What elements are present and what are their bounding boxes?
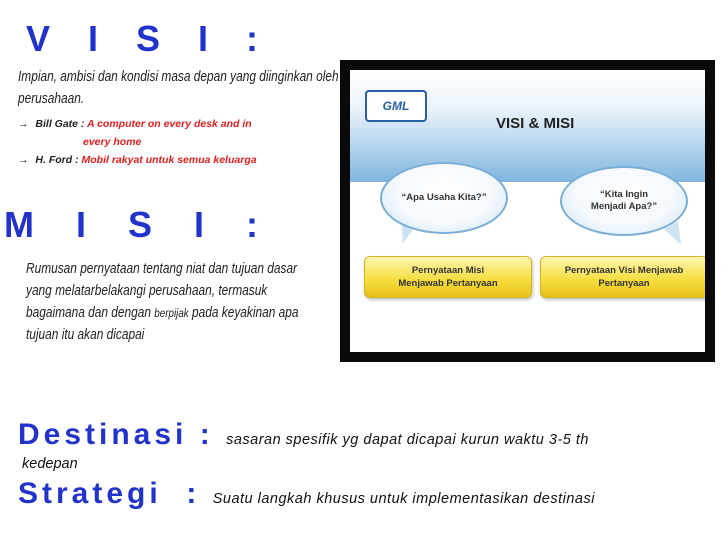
visi-heading: V I S I : xyxy=(26,18,273,59)
quote-bill-gate-continued xyxy=(83,136,141,148)
destinasi-description-continued: kedepan xyxy=(22,456,78,472)
speech-bubble-vision xyxy=(560,166,688,236)
arrow-right-icon: → xyxy=(18,154,29,166)
statement-text: Pernyataan Visi Menjawab Pertanyaan xyxy=(564,265,684,289)
quote-text: Mobil rakyat untuk semua keluarga xyxy=(81,154,257,166)
speech-bubble-text: “Apa Usaha Kita?” xyxy=(401,192,487,203)
strategi-row xyxy=(18,477,595,511)
visi-description: Impian, ambisi dan kondisi masa depan yang diinginkan oleh perusahaan. xyxy=(18,69,339,107)
quote-text: A computer on every desk and in xyxy=(86,118,252,130)
quote-author: H. Ford xyxy=(35,154,73,166)
destinasi-description: sasaran spesifik yg dapat dicapai kurun waktu 3-5 th xyxy=(226,432,589,448)
strategi-description: Suatu langkah khusus untuk implementasikan destinasi xyxy=(212,491,595,507)
speech-bubble-mission xyxy=(380,162,508,234)
misi-description xyxy=(26,258,321,346)
gml-logo: GML xyxy=(365,90,427,122)
speech-bubble-text: “Kita Ingin Menjadi Apa?” xyxy=(590,189,658,212)
statement-vision xyxy=(540,256,705,298)
misi-description-part2: pada keyakinan apa tujuan itu akan dicapai xyxy=(26,305,299,343)
misi-description-part1: Rumusan pernyataan tentang niat dan tujuan dasar yang melatarbelakangi perusahaan, termasuk bagaimana dan dengan xyxy=(26,261,298,321)
statement-mission xyxy=(364,256,532,298)
misi-description-small: berpijak xyxy=(154,306,189,320)
quote-h-ford xyxy=(18,154,257,166)
strategi-label: Strategi : xyxy=(18,477,201,510)
quote-bill-gate xyxy=(18,118,252,130)
arrow-right-icon: → xyxy=(18,118,29,130)
slide-image-frame xyxy=(340,60,715,362)
destinasi-row xyxy=(18,418,589,452)
quote-author: Bill Gate xyxy=(35,118,79,130)
destinasi-label: Destinasi : xyxy=(18,418,214,451)
statement-text: Pernyataan Misi Menjawab Pertanyaan xyxy=(398,265,498,289)
slide-image xyxy=(350,70,705,352)
quote-separator: : xyxy=(75,154,79,166)
misi-heading: M I S I : xyxy=(4,204,274,245)
quote-separator: : xyxy=(80,118,85,130)
quote-text-continued: every home xyxy=(83,136,142,148)
slide-title: VISI & MISI xyxy=(496,115,575,132)
